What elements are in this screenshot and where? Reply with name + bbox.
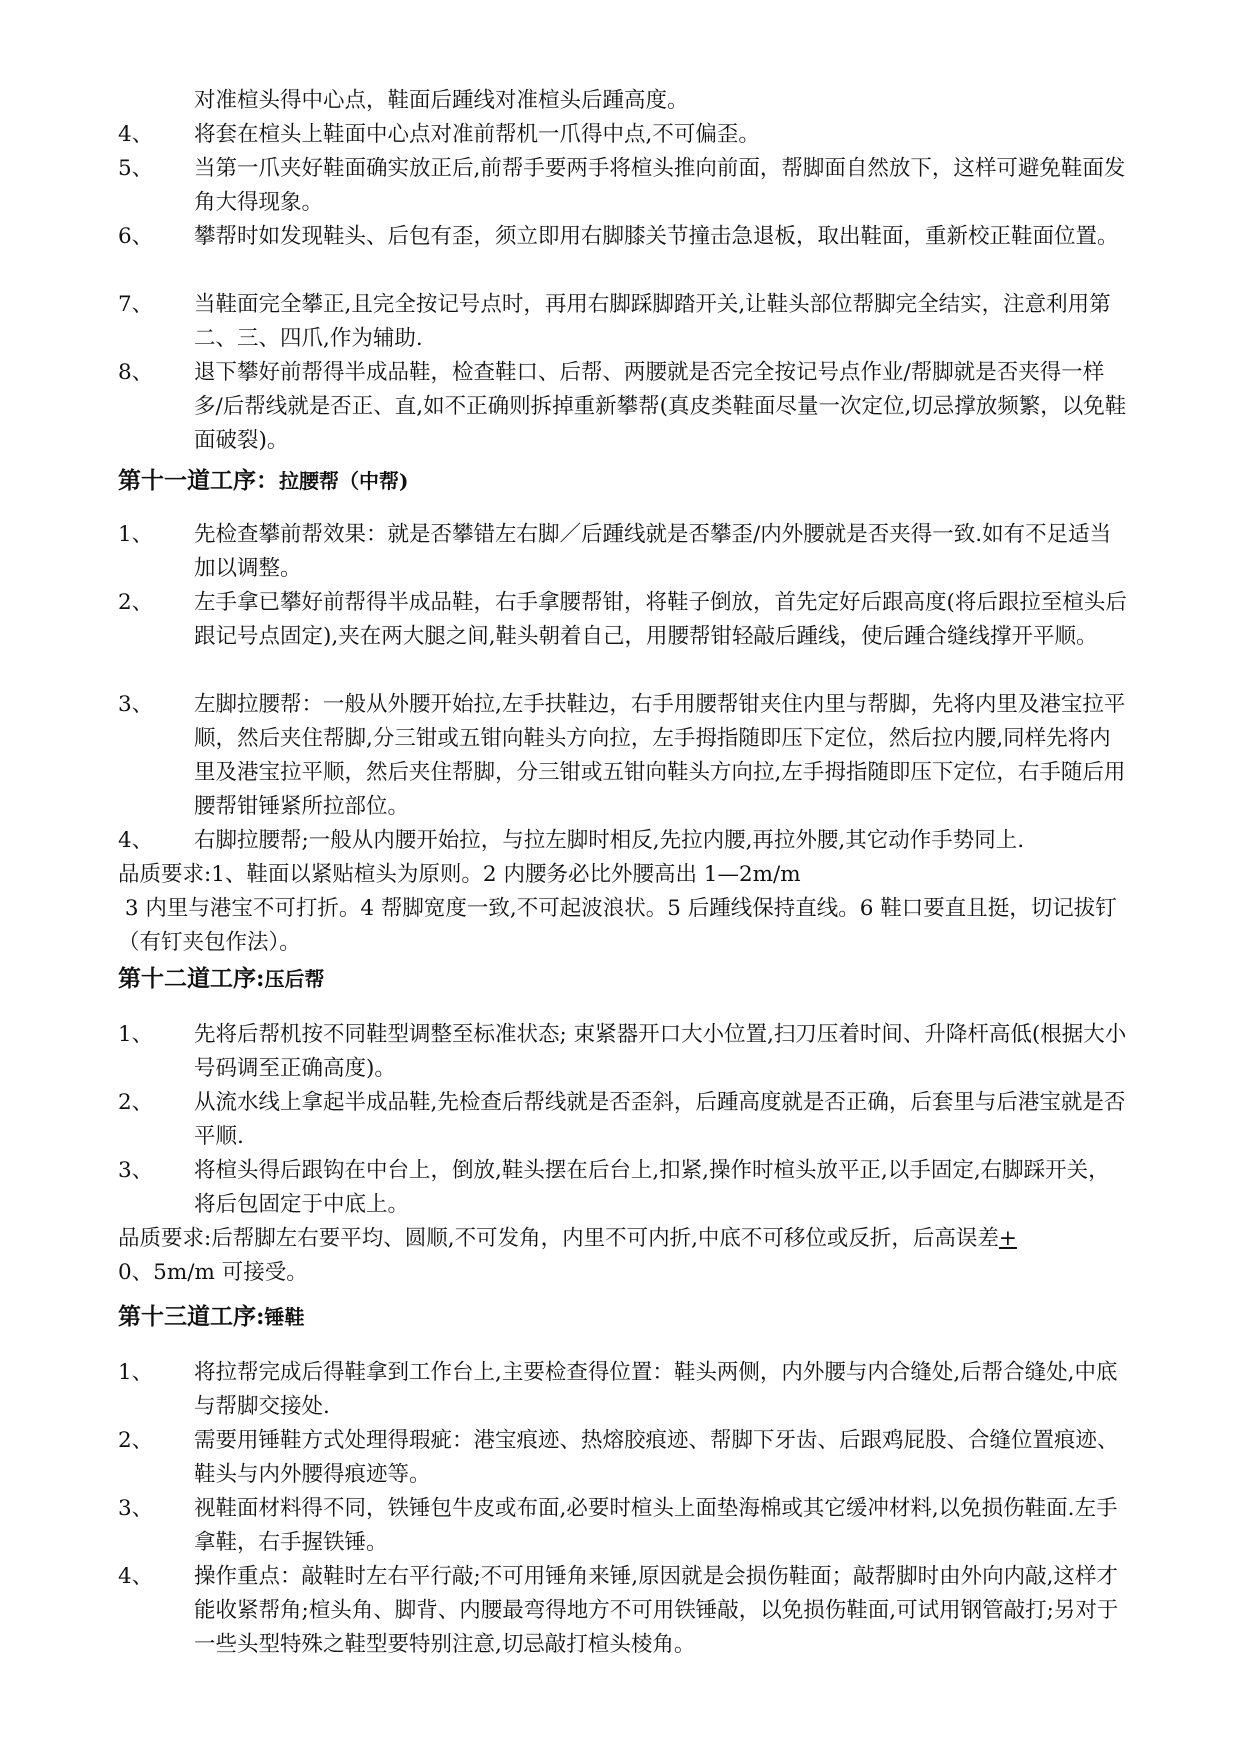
item-text: 当鞋面完全攀正,且完全按记号点时，再用右脚踩脚踏开关,让鞋头部位帮脚完全结实，注意利用第二、三、四爪,作为辅助. bbox=[194, 292, 1111, 351]
item-text: 右脚拉腰帮;一般从内腰开始拉，与拉左脚时相反,先拉内腰,再拉外腰,其它动作手势同上. bbox=[194, 828, 1025, 853]
list-item bbox=[118, 586, 1128, 654]
item-text: 先检查攀前帮效果：就是否攀错左右脚／后踵线就是否攀歪/内外腰就是否夹得一致.如有不足适当加以调整。 bbox=[194, 522, 1112, 581]
section-subtitle: 拉腰帮（中帮) bbox=[279, 469, 409, 493]
item-number: 5、 bbox=[118, 156, 154, 181]
item-number: 6、 bbox=[118, 224, 154, 249]
item-text: 操作重点：敲鞋时左右平行敲;不可用锤角来锤,原因就是会损伤鞋面；敲帮脚时由外向内敲,这样才能收紧帮角;楦头角、脚背、内腰最弯得地方不可用铁锤敲，以免损伤鞋面,可试用钢管敲打;另对于一些头型特殊之鞋型要特别注意,切忌敲打楦头棱角。 bbox=[194, 1564, 1119, 1657]
section-heading bbox=[118, 1300, 1128, 1334]
list-item bbox=[118, 288, 1128, 356]
quality-requirement: 3 内里与港宝不可打折。4 帮脚宽度一致,不可起波浪状。5 后踵线保持直线。6 鞋口要直且挺，切记拔钉（有钉夹包作法）。 bbox=[118, 896, 1117, 955]
item-number: 4、 bbox=[118, 828, 154, 853]
quality-requirement bbox=[118, 1222, 1128, 1290]
list-item bbox=[118, 1492, 1128, 1560]
section-heading bbox=[118, 962, 1128, 996]
item-text: 左脚拉腰帮：一般从外腰开始拉,左手扶鞋边，右手用腰帮钳夹住内里与帮脚，先将内里及港宝拉平顺，然后夹住帮脚,分三钳或五钳向鞋头方向拉，左手拇指随即压下定位，然后拉内腰,同样先将内里及港宝拉平顺，然后夹住帮脚，分三钳或五钳向鞋头方向拉,左手拇指随即压下定位，右手随后用腰帮钳锤紧所拉部位。 bbox=[194, 692, 1126, 819]
quality-text: 品质要求:后帮脚左右要平均、圆顺,不可发角，内里不可内折,中底不可移位或反折，后高误差 bbox=[118, 1226, 999, 1251]
item-text: 从流水线上拿起半成品鞋,先检查后帮线就是否歪斜，后踵高度就是否正确，后套里与后港宝就是否平顺. bbox=[194, 1090, 1126, 1149]
item-number: 1、 bbox=[118, 1022, 154, 1047]
section-subtitle: 压后帮 bbox=[264, 967, 325, 991]
list-item bbox=[118, 152, 1128, 220]
quality-requirement: 品质要求:1、鞋面以紧贴楦头为原则。2 内腰务必比外腰高出 1—2m/m bbox=[118, 862, 801, 887]
item-text: 将套在楦头上鞋面中心点对准前帮机一爪得中点,不可偏歪。 bbox=[194, 122, 760, 147]
item-text: 攀帮时如发现鞋头、后包有歪，须立即用右脚膝关节撞击急退板，取出鞋面，重新校正鞋面位置。 bbox=[194, 224, 1119, 249]
list-item bbox=[118, 356, 1128, 458]
item-number: 1、 bbox=[118, 522, 154, 547]
item-number: 8、 bbox=[118, 360, 154, 385]
list-item bbox=[118, 1086, 1128, 1154]
item-text: 将拉帮完成后得鞋拿到工作台上,主要检查得位置：鞋头两侧，内外腰与内合缝处,后帮合缝处,中底与帮脚交接处. bbox=[194, 1360, 1118, 1419]
item-number: 4、 bbox=[118, 122, 154, 147]
item-number: 1、 bbox=[118, 1360, 154, 1385]
item-number: 3、 bbox=[118, 1158, 154, 1183]
item-text: 退下攀好前帮得半成品鞋，检查鞋口、后帮、两腰就是否完全按记号点作业/帮脚就是否夹得一样多/后帮线就是否正、直,如不正确则拆掉重新攀帮(真皮类鞋面尽量一次定位,切忌撑放频繁，以免鞋面破裂)。 bbox=[194, 360, 1127, 453]
item-number: 3、 bbox=[118, 1496, 154, 1521]
item-text: 先将后帮机按不同鞋型调整至标准状态; 束紧器开口大小位置,扫刀压着时间、升降杆高低(根据大小号码调至正确高度)。 bbox=[194, 1022, 1127, 1081]
list-item bbox=[118, 1356, 1128, 1424]
list-item bbox=[118, 824, 1128, 858]
item-text: 视鞋面材料得不同，铁锤包牛皮或布面,必要时楦头上面垫海棉或其它缓冲材料,以免损伤鞋面.左手拿鞋，右手握铁锤。 bbox=[194, 1496, 1118, 1555]
continued-line: 对准楦头得中心点，鞋面后踵线对准楦头后踵高度。 bbox=[194, 88, 689, 113]
item-text: 左手拿已攀好前帮得半成品鞋，右手拿腰帮钳，将鞋子倒放，首先定好后跟高度(将后跟拉至楦头后跟记号点固定),夹在两大腿之间,鞋头朝着自己，用腰帮钳轻敲后踵线，使后踵合缝线撑开平顺。 bbox=[194, 590, 1127, 649]
item-text: 当第一爪夹好鞋面确实放正后,前帮手要两手将楦头推向前面，帮脚面自然放下，这样可避免鞋面发角大得现象。 bbox=[194, 156, 1126, 215]
list-item bbox=[118, 220, 1128, 254]
section-subtitle: 锤鞋 bbox=[264, 1305, 305, 1329]
quality-text: 0、5m/m 可接受。 bbox=[118, 1260, 308, 1285]
item-number: 3、 bbox=[118, 692, 154, 717]
list-item bbox=[118, 118, 1128, 152]
section-title: 第十一道工序： bbox=[118, 467, 279, 494]
list-item bbox=[118, 1154, 1128, 1222]
item-text: 需要用锤鞋方式处理得瑕疵：港宝痕迹、热熔胶痕迹、帮脚下牙齿、后跟鸡屁股、合缝位置痕迹、鞋头与内外腰得痕迹等。 bbox=[194, 1428, 1119, 1487]
section-title: 第十三道工序: bbox=[118, 1303, 265, 1330]
item-number: 2、 bbox=[118, 1428, 154, 1453]
item-number: 7、 bbox=[118, 292, 154, 317]
item-number: 2、 bbox=[118, 1090, 154, 1115]
list-item bbox=[118, 1018, 1128, 1086]
item-text: 将楦头得后跟钩在中台上，倒放,鞋头摆在后台上,扣紧,操作时楦头放平正,以手固定,右脚踩开关，将后包固定于中底上。 bbox=[194, 1158, 1110, 1217]
list-item bbox=[118, 688, 1128, 824]
section-title: 第十二道工序: bbox=[118, 965, 265, 992]
list-item bbox=[118, 1424, 1128, 1492]
item-number: 4、 bbox=[118, 1564, 154, 1589]
item-number: 2、 bbox=[118, 590, 154, 615]
plus-minus-sign: + bbox=[998, 1226, 1017, 1251]
list-item bbox=[118, 1560, 1128, 1662]
list-item bbox=[118, 518, 1128, 586]
section-heading bbox=[118, 464, 1128, 498]
